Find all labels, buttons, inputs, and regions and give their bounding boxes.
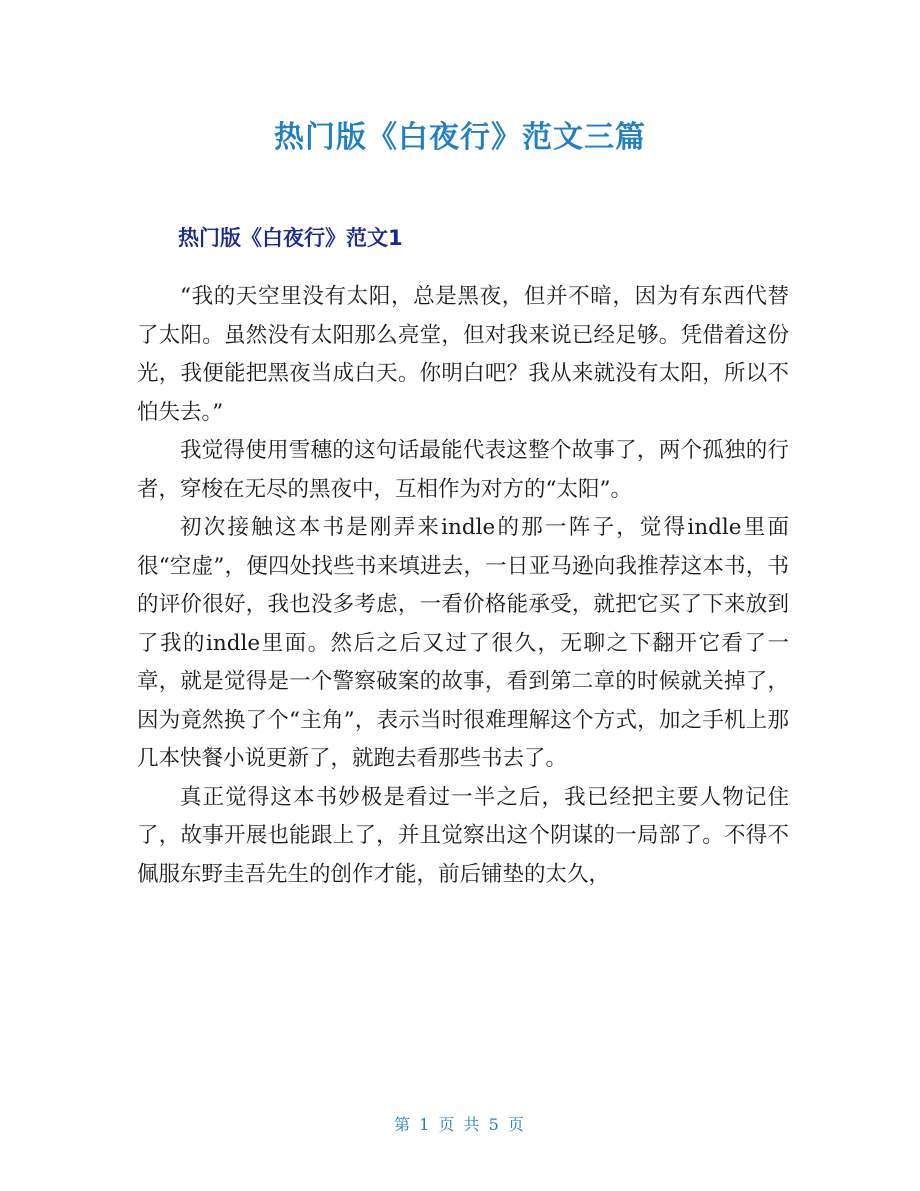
paragraph: 初次接触这本书是刚弄来indle的那一阵子，觉得indle里面很“空虚”，便四处找些书来填进去，一日亚马逊向我推荐这本书，书的评价很好，我也没多考虑，一看价格能承受，就把它买了下来放到了我的indle里面。然后之后又过了很久，无聊之下翻开它看了一章，就是觉得是一个警察破案的故事，看到第二章的时候就关掉了，因为竟然换了个“主角”，表示当时很难理解这个方式，加之手机上那几本快餐小说更新了，就跑去看那些书去了。: [137, 515, 789, 771]
document-body: [137, 278, 789, 894]
paragraph: 我觉得使用雪穗的这句话最能代表这整个故事了，两个孤独的行者，穿梭在无尽的黑夜中，互相作为对方的“太阳”。: [137, 438, 789, 502]
paragraph: “我的天空里没有太阳，总是黑夜，但并不暗，因为有东西代替了太阳。虽然没有太阳那么亮堂，但对我来说已经足够。凭借着这份光，我便能把黑夜当成白天。你明白吧？我从来就没有太阳，所以不怕失去。”: [137, 284, 789, 425]
section-heading: 热门版《白夜行》范文1: [178, 226, 403, 250]
page-number-footer: 第 1 页 共 5 页: [394, 1115, 526, 1134]
document-title: 热门版《白夜行》范文三篇: [274, 120, 646, 155]
paragraph: 真正觉得这本书妙极是看过一半之后，我已经把主要人物记住了，故事开展也能跟上了，并且觉察出这个阴谋的一局部了。不得不佩服东野圭吾先生的创作才能，前后铺垫的太久，: [137, 784, 789, 887]
